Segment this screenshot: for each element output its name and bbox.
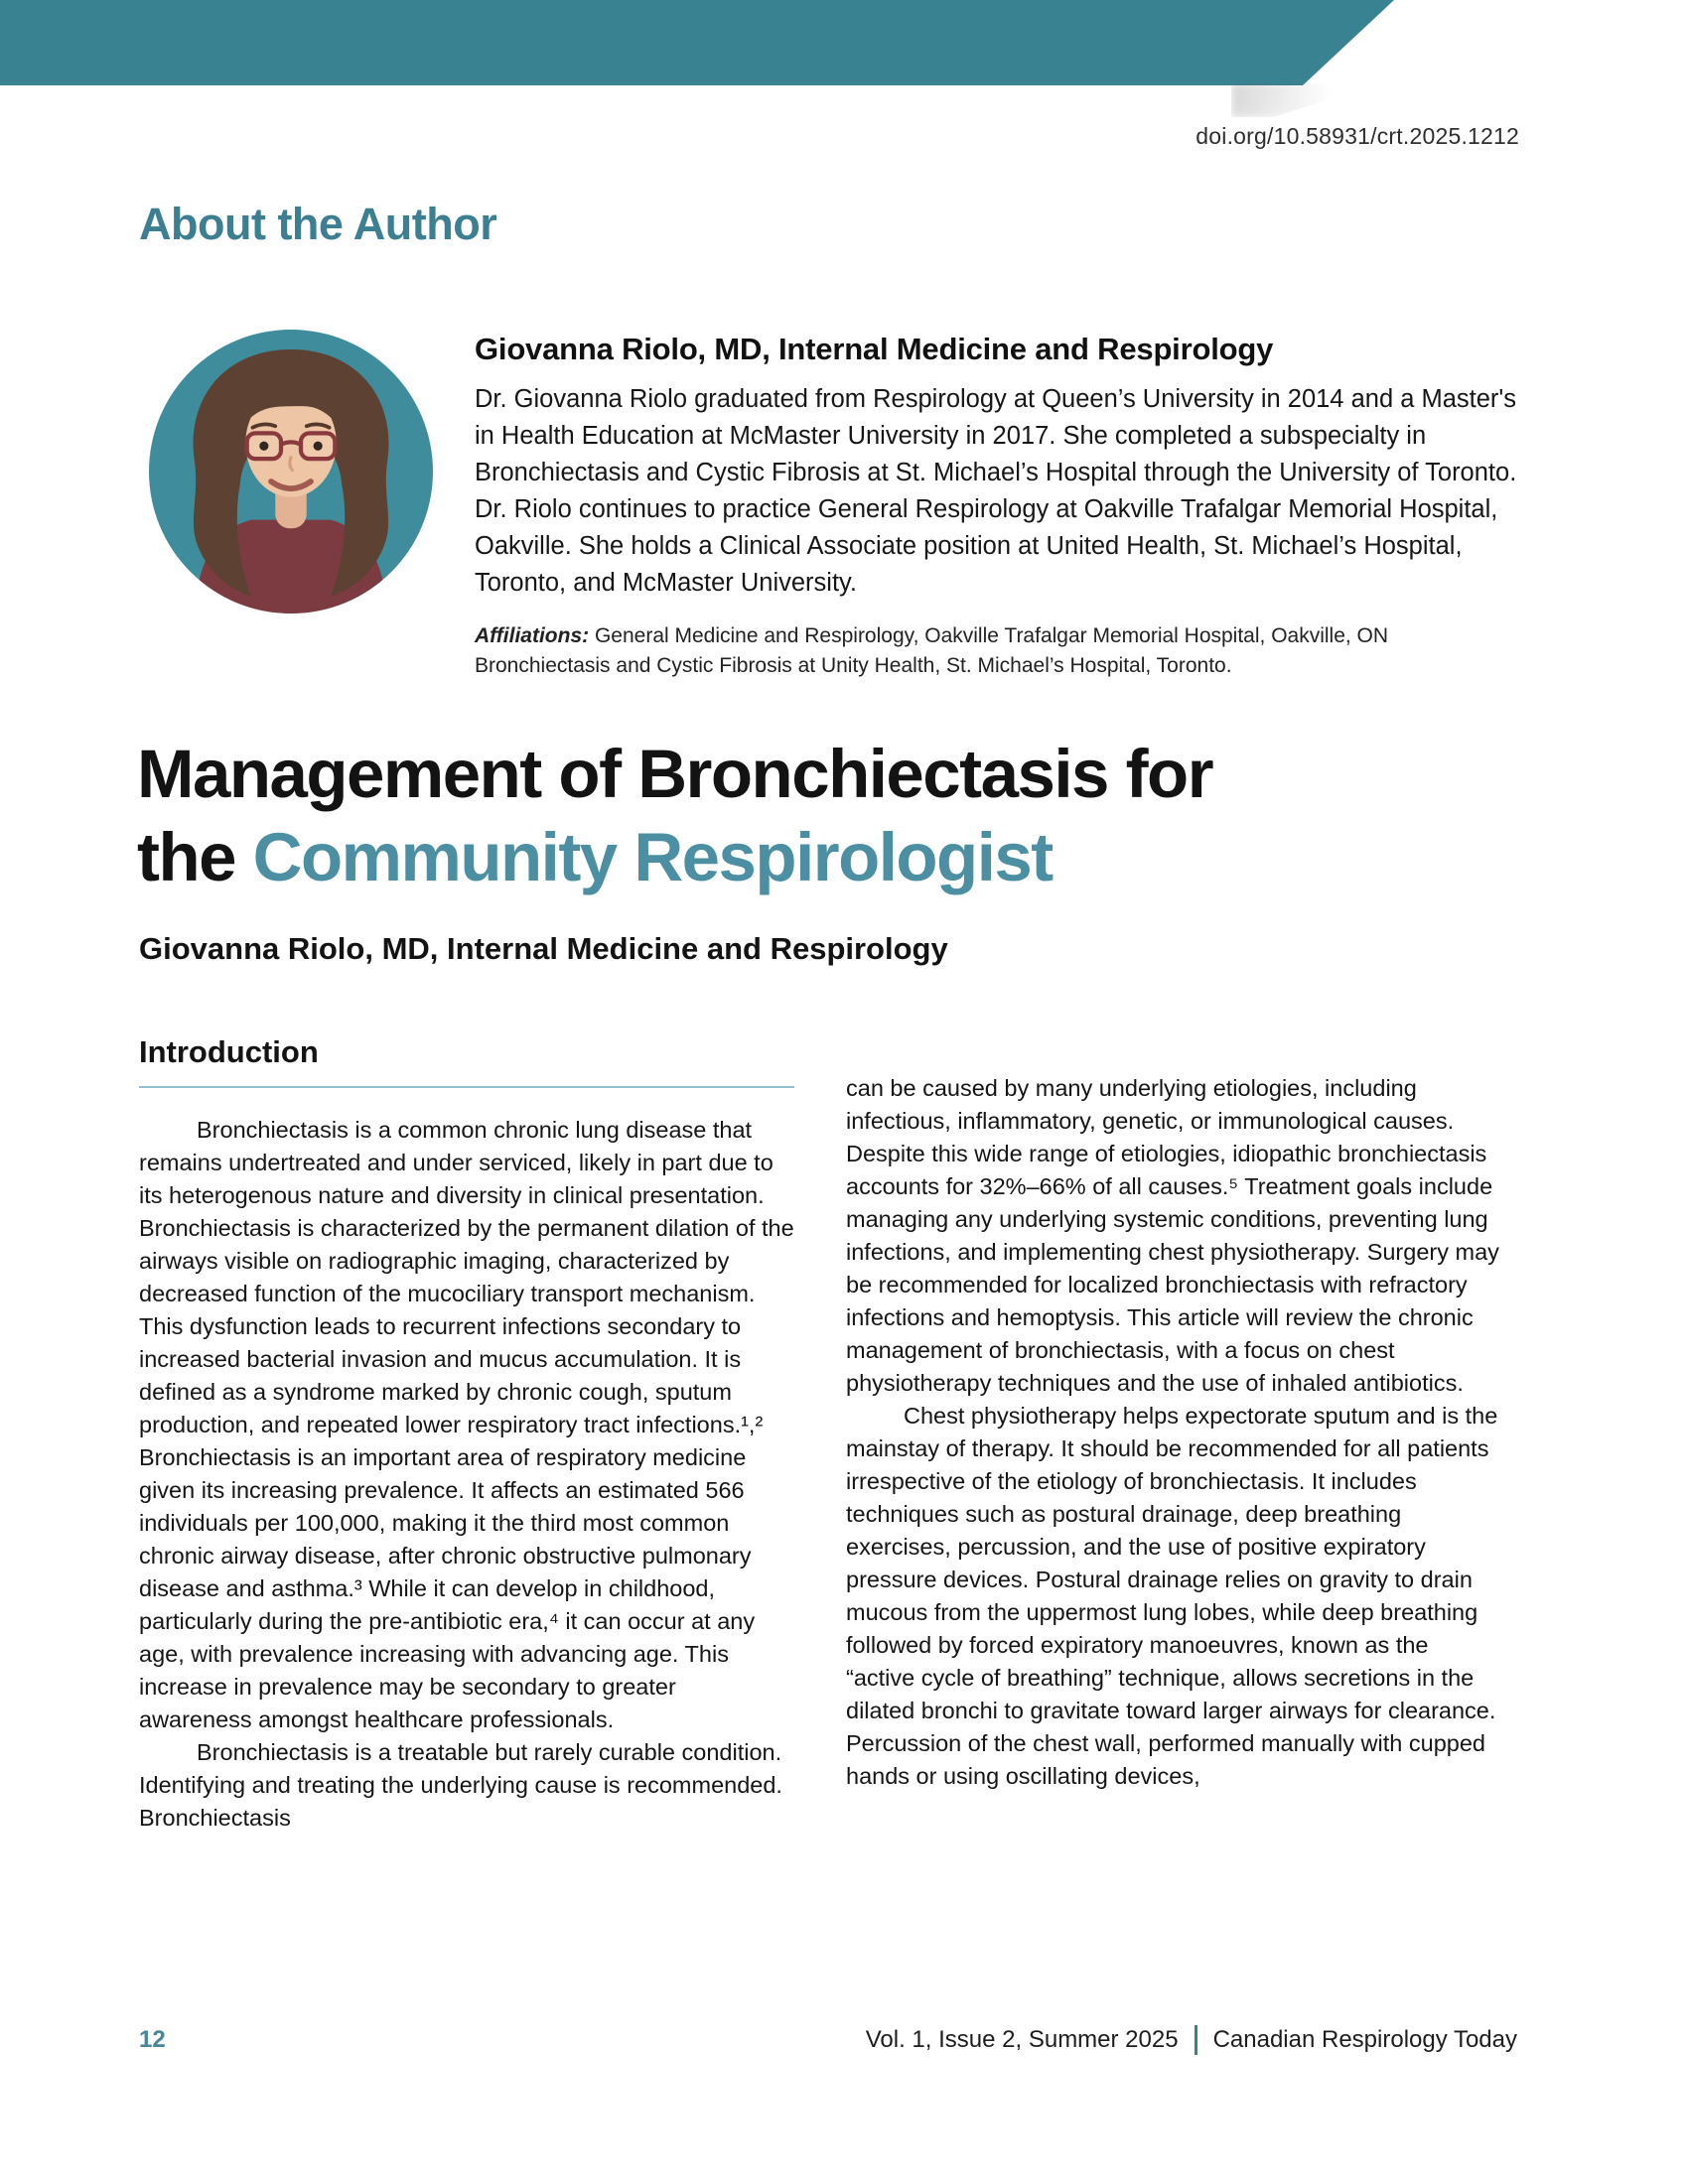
- body-paragraph: Chest physiotherapy helps expectorate sputum and is the mainstay of therapy. It should be recommended for all patients irrespective of the etiology of bronchiectasis. It includes techniques such as postural drainage, deep breathing exercises, percussion, and the use of positive expiratory pressure devices. Postural drainage relies on gravity to drain mucous from the uppermost lung lobes, while deep breathing followed by forced expiratory manoeuvres, known as the “active cycle of breathing” technique, allows secretions in the dilated bronchi to gravitate toward larger airways for clearance. Percussion of the chest wall, performed manually with cupped hands or using oscillating devices,: [846, 1403, 1498, 1789]
- journal-name: Canadian Respirology Today: [1212, 2026, 1517, 2053]
- article-title-line2-accent: Community Respirologist: [252, 819, 1053, 895]
- footer-separator: [1195, 2025, 1197, 2055]
- author-name-heading: Giovanna Riolo, MD, Internal Medicine and Respirology: [475, 332, 1274, 366]
- introduction-heading: Introduction: [139, 1034, 319, 1069]
- article-title-line2-black: the: [137, 819, 253, 895]
- affiliations-line2: Bronchiectasis and Cystic Fibrosis at Unity Health, St. Michael’s Hospital, Toronto.: [475, 654, 1232, 677]
- article-title: [137, 733, 1607, 899]
- page-footer: [139, 2025, 1517, 2055]
- author-bio-block: [475, 332, 1537, 681]
- article-title-line1: Management of Bronchiectasis for: [137, 736, 1213, 812]
- left-column: [139, 1034, 794, 1835]
- body-paragraph: Bronchiectasis is a common chronic lung disease that remains undertreated and under serviced, likely in part due to its heterogenous nature and diversity in clinical presentation. Bronchiectasis is characterized by the permanent dilation of the airways visible on radiographic imaging, characterized by decreased function of the mucociliary transport mechanism. This dysfunction leads to recurrent infections secondary to increased bacterial invasion and mucus accumulation. It is defined as a syndrome marked by chronic cough, sputum production, and repeated lower respiratory tract infections.¹,² Bronchiectasis is an important area of respiratory medicine given its increasing prevalence. It affects an estimated 566 individuals per 100,000, making it the third most common chronic airway disease, after chronic obstructive pulmonary disease and asthma.³ While it can develop in childhood, particularly during the pre-antibiotic era,⁴ it can occur at any age, with prevalence increasing with advancing age. This increase in prevalence may be secondary to greater awareness amongst healthcare professionals.: [139, 1117, 794, 1732]
- article-body: [139, 1034, 1501, 1835]
- author-portrait-illustration: [149, 330, 433, 614]
- author-bio-text: Dr. Giovanna Riolo graduated from Respirology at Queen’s University in 2014 and a Master's in Health Education at McMaster University in 2017. She completed a subspecialty in Bronchiectasis and Cystic Fibrosis at St. Michael’s Hospital through the University of Toronto. Dr. Riolo continues to practice General Respirology at Oakville Trafalgar Memorial Hospital, Oakville. She holds a Clinical Associate position at United Health, St. Michael’s Hospital, Toronto, and McMaster University.: [475, 385, 1517, 597]
- author-photo: [149, 330, 433, 614]
- author-affiliations: [475, 621, 1537, 681]
- top-banner: [0, 0, 1688, 85]
- issue-info: Vol. 1, Issue 2, Summer 2025: [865, 2026, 1179, 2053]
- section-rule: [139, 1086, 794, 1088]
- banner-corner-shadow: [1231, 83, 1380, 117]
- page-number: 12: [139, 2026, 166, 2053]
- body-paragraph: Bronchiectasis is a treatable but rarely curable condition. Identifying and treating the underlying cause is recommended. Bronchiectasis: [139, 1739, 782, 1831]
- affiliations-line1: General Medicine and Respirology, Oakville Trafalgar Memorial Hospital, Oakville, ON: [589, 624, 1389, 647]
- doi-link[interactable]: doi.org/10.58931/crt.2025.1212: [1196, 123, 1519, 149]
- affiliations-label: Affiliations:: [475, 624, 590, 647]
- about-the-author-heading: About the Author: [139, 199, 497, 249]
- footer-citation: [866, 2025, 1517, 2055]
- article-byline: Giovanna Riolo, MD, Internal Medicine and Respirology: [139, 931, 948, 966]
- body-paragraph: can be caused by many underlying etiologies, including infectious, inflammatory, genetic, or immunological causes. Despite this wide range of etiologies, idiopathic bronchiectasis accounts for 32%–66% of all causes.⁵ Treatment goals include managing any underlying systemic conditions, preventing lung infections, and implementing chest physiotherapy. Surgery may be recommended for localized bronchiectasis with refractory infections and hemoptysis. This article will review the chronic management of bronchiectasis, with a focus on chest physiotherapy techniques and the use of inhaled antibiotics.: [846, 1075, 1499, 1396]
- right-column: [846, 1034, 1501, 1835]
